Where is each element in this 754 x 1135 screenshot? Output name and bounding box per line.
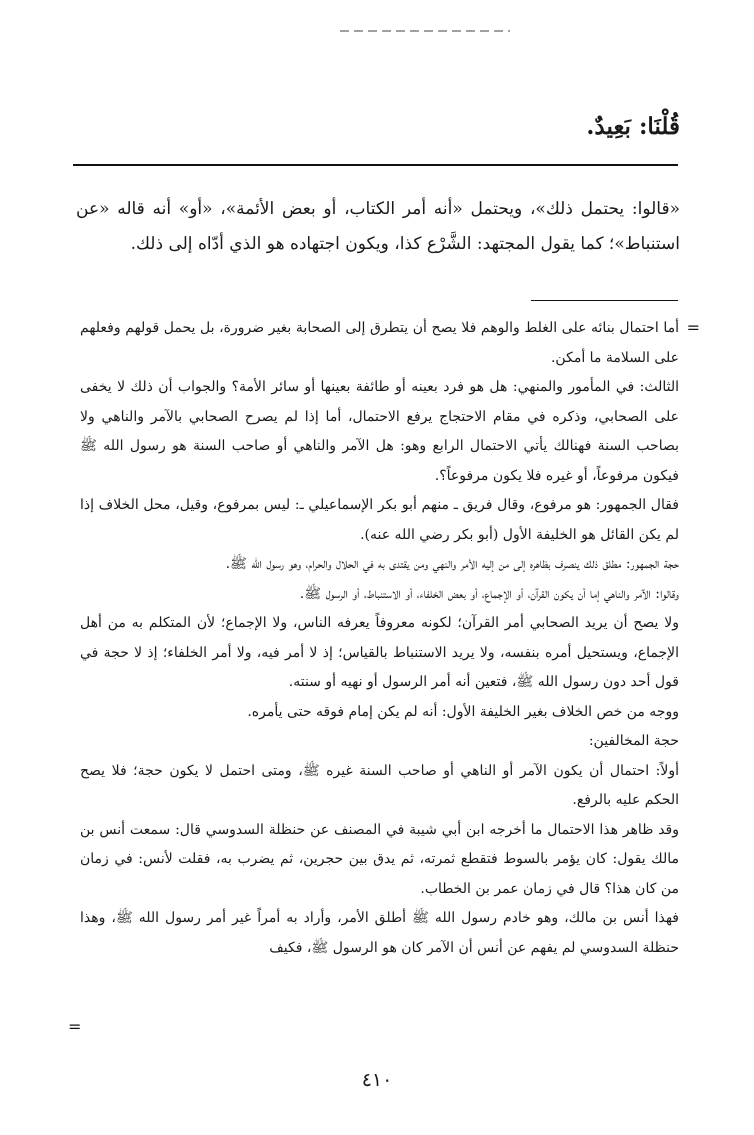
header-rule <box>73 164 678 166</box>
section-heading: قُلْنَا: بَعِيدٌ. <box>586 113 680 140</box>
footnote-paragraph: حجة المخالفين: <box>588 733 679 749</box>
footnote-continuation-mark-start: = <box>686 318 700 337</box>
main-paragraph: «قالوا: يحتمل ذلك»، ويحتمل «أنه أمر الكتاب، أو بعض الأئمة»، «أو» أنه قاله «عن استنباط»؛ كما يقول المجتهد: الشَّرْع كذا، ويكون اجتهاده هو الذي أدّاه إلى ذلك. <box>76 199 680 254</box>
footnote-paragraph: أما احتمال بنائه على الغلط والوهم فلا يصح أن يتطرق إلى الصحابة بغير ضرورة، بل يحمل قولهم وفعلهم على السلامة ما أمكن. <box>80 320 679 366</box>
main-text-block <box>76 192 680 262</box>
footnote-continuation-mark-end: = <box>68 1017 82 1036</box>
footnote-separator <box>531 300 678 301</box>
footnote-paragraph: الثالث: في المأمور والمنهي: هل هو فرد بعينه أو طائفة بعينها أو سائر الأمة؟ والجواب أن ذلك لا يخفى على الصحابي، وذكره في مقام الاحتجاج يرفع الاحتمال، أما إذا لم يصرح الصحابي بالآمر والناهي ولا بصاحب السنة فهنالك يأتي الاحتمال الرابع وهو: هل الآمر والناهي أو صاحب السنة هو رسول الله ﷺ فيكون مرفوعاً، أو غيره فلا يكون مرفوعاً؟. <box>80 379 679 484</box>
page-number: ٤١٠ <box>361 1069 393 1091</box>
footnote-paragraph: وقد ظاهر هذا الاحتمال ما أخرجه ابن أبي شيبة في المصنف عن حنظلة السدوسي قال: سمعت أنس بن مالك يقول: كان يؤمر بالسوط فتقطع ثمرته، ثم يدق بين حجرين، ثم يضرب به، فقلت لأنس: في زمان من كان هذا؟ قال في زمان عمر بن الخطاب. <box>80 821 679 897</box>
top-scan-marks <box>340 30 510 32</box>
footnote-paragraph: ووجه من خص الخلاف بغير الخليفة الأول: أنه لم يكن إمام فوقه حتى يأمره. <box>247 703 679 720</box>
footnote-paragraph: ولا يصح أن يريد الصحابي أمر القرآن؛ لكونه معروفاً يعرفه الناس، ولا الإجماع؛ لأن المتكلم به من أهل الإجماع، ويستحيل أمره بنفسه، ولا يريد الاستنباط بالقياس؛ إذ لا أمر فيه، ولا أمر الخلفاء؛ إذ لا حجة في قول أحد دون رسول الله ﷺ، فتعين أنه أمر الرسول أو نهيه أو سنته. <box>80 615 679 690</box>
footnote-block <box>80 314 679 963</box>
footnote-paragraph: فهذا أنس بن مالك، وهو خادم رسول الله ﷺ أطلق الأمر، وأراد به أمراً غير أمر رسول الله ﷺ، وهذا حنظلة السدوسي لم يفهم عن أنس أن الآمر كان هو الرسول ﷺ، فكيف <box>80 910 679 956</box>
footnote-paragraph: حجة الجمهور: مطلق ذلك ينصرف بظاهره إلى من إليه الأمر والنهي ومن يقتدى به في الحلال والحرام، وهو رسول الله ﷺ. <box>225 556 679 572</box>
footnote-paragraph: أولاً: احتمال أن يكون الآمر أو الناهي أو صاحب السنة غيره ﷺ، ومتى احتمل لا يكون حجة؛ فلا يصح الحكم عليه بالرفع. <box>80 762 679 808</box>
footnote-paragraph: وقالوا: الآمر والناهي إما أن يكون القرآن، أو الإجماع، أو بعض الخلفاء، أو الاستنباط، أو الرسول ﷺ. <box>299 585 679 602</box>
footnote-paragraph: فقال الجمهور: هو مرفوع، وقال فريق ـ منهم أبو بكر الإسماعيلي ـ: ليس بمرفوع، وقيل، محل الخلاف إذا لم يكن القائل هو الخليفة الأول (أبو بكر رضي الله عنه). <box>80 497 679 543</box>
